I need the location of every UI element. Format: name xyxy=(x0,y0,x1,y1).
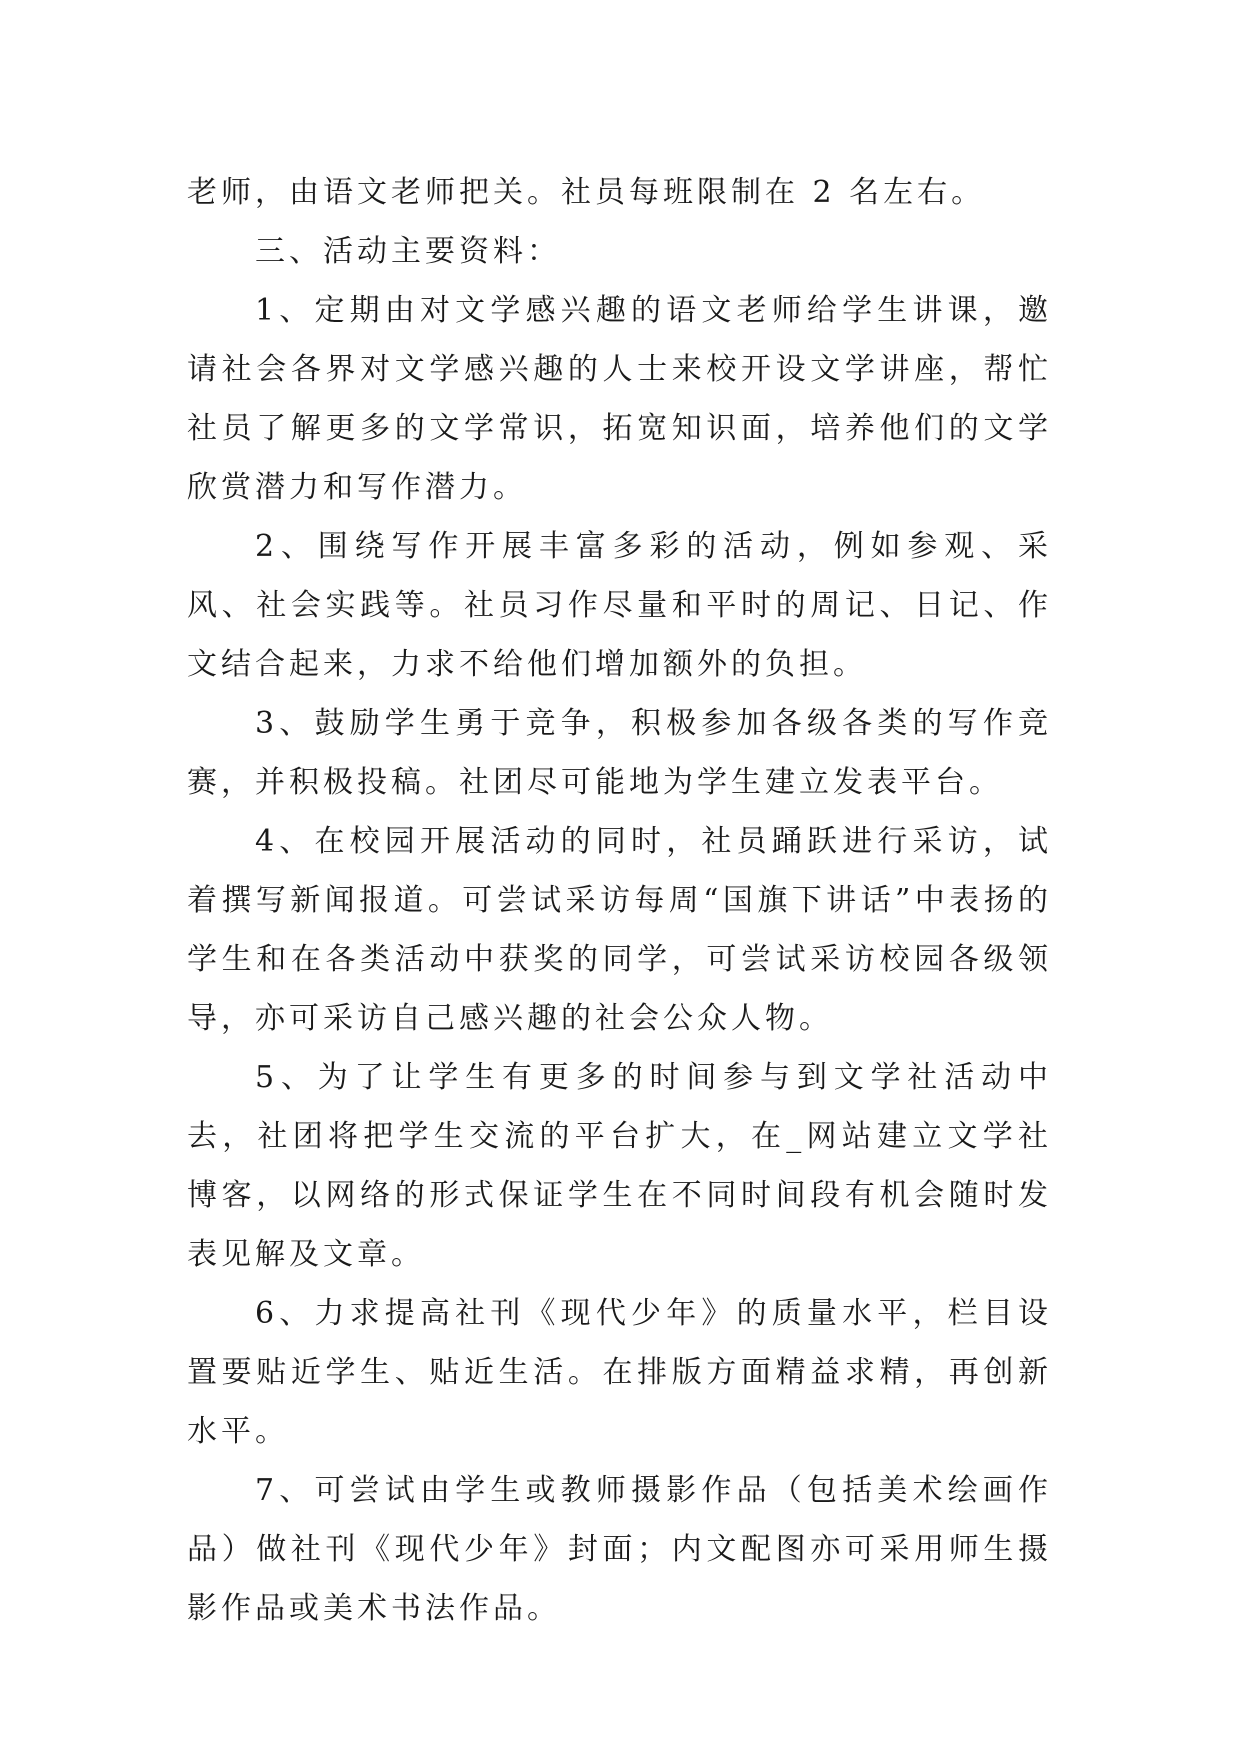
list-item: 7、可尝试由学生或教师摄影作品（包括美术绘画作品）做社刊《现代少年》封面；内文配图亦可采用师生摄影作品或美术书法作品。 xyxy=(187,1473,1052,1626)
list-item: 4、在校园开展活动的同时，社员踊跃进行采访，试着撰写新闻报道。可尝试采访每周“国旗下讲话”中表扬的学生和在各类活动中获奖的同学，可尝试采访校园各级领导，亦可采访自己感兴趣的社会公众人物。 xyxy=(187,824,1052,1036)
list-item: 6、力求提高社刊《现代少年》的质量水平，栏目设置要贴近学生、贴近生活。在排版方面精益求精，再创新水平。 xyxy=(187,1296,1052,1449)
list-item: 5、为了让学生有更多的时间参与到文学社活动中去，社团将把学生交流的平台扩大，在_网站建立文学社博客，以网络的形式保证学生在不同时间段有机会随时发表见解及文章。 xyxy=(187,1060,1052,1272)
paragraph-continuation: 老师，由语文老师把关。社员每班限制在 2 名左右。 xyxy=(187,175,986,210)
section-heading: 三、活动主要资料： xyxy=(255,234,561,269)
list-item: 3、鼓励学生勇于竞争，积极参加各级各类的写作竞赛，并积极投稿。社团尽可能地为学生建立发表平台。 xyxy=(187,706,1052,800)
list-item: 2、围绕写作开展丰富多彩的活动，例如参观、采风、社会实践等。社员习作尽量和平时的周记、日记、作文结合起来，力求不给他们增加额外的负担。 xyxy=(187,529,1052,682)
document-body xyxy=(187,163,1052,1638)
list-item: 1、定期由对文学感兴趣的语文老师给学生讲课，邀请社会各界对文学感兴趣的人士来校开设文学讲座，帮忙社员了解更多的文学常识，拓宽知识面，培养他们的文学欣赏潜力和写作潜力。 xyxy=(187,293,1052,505)
